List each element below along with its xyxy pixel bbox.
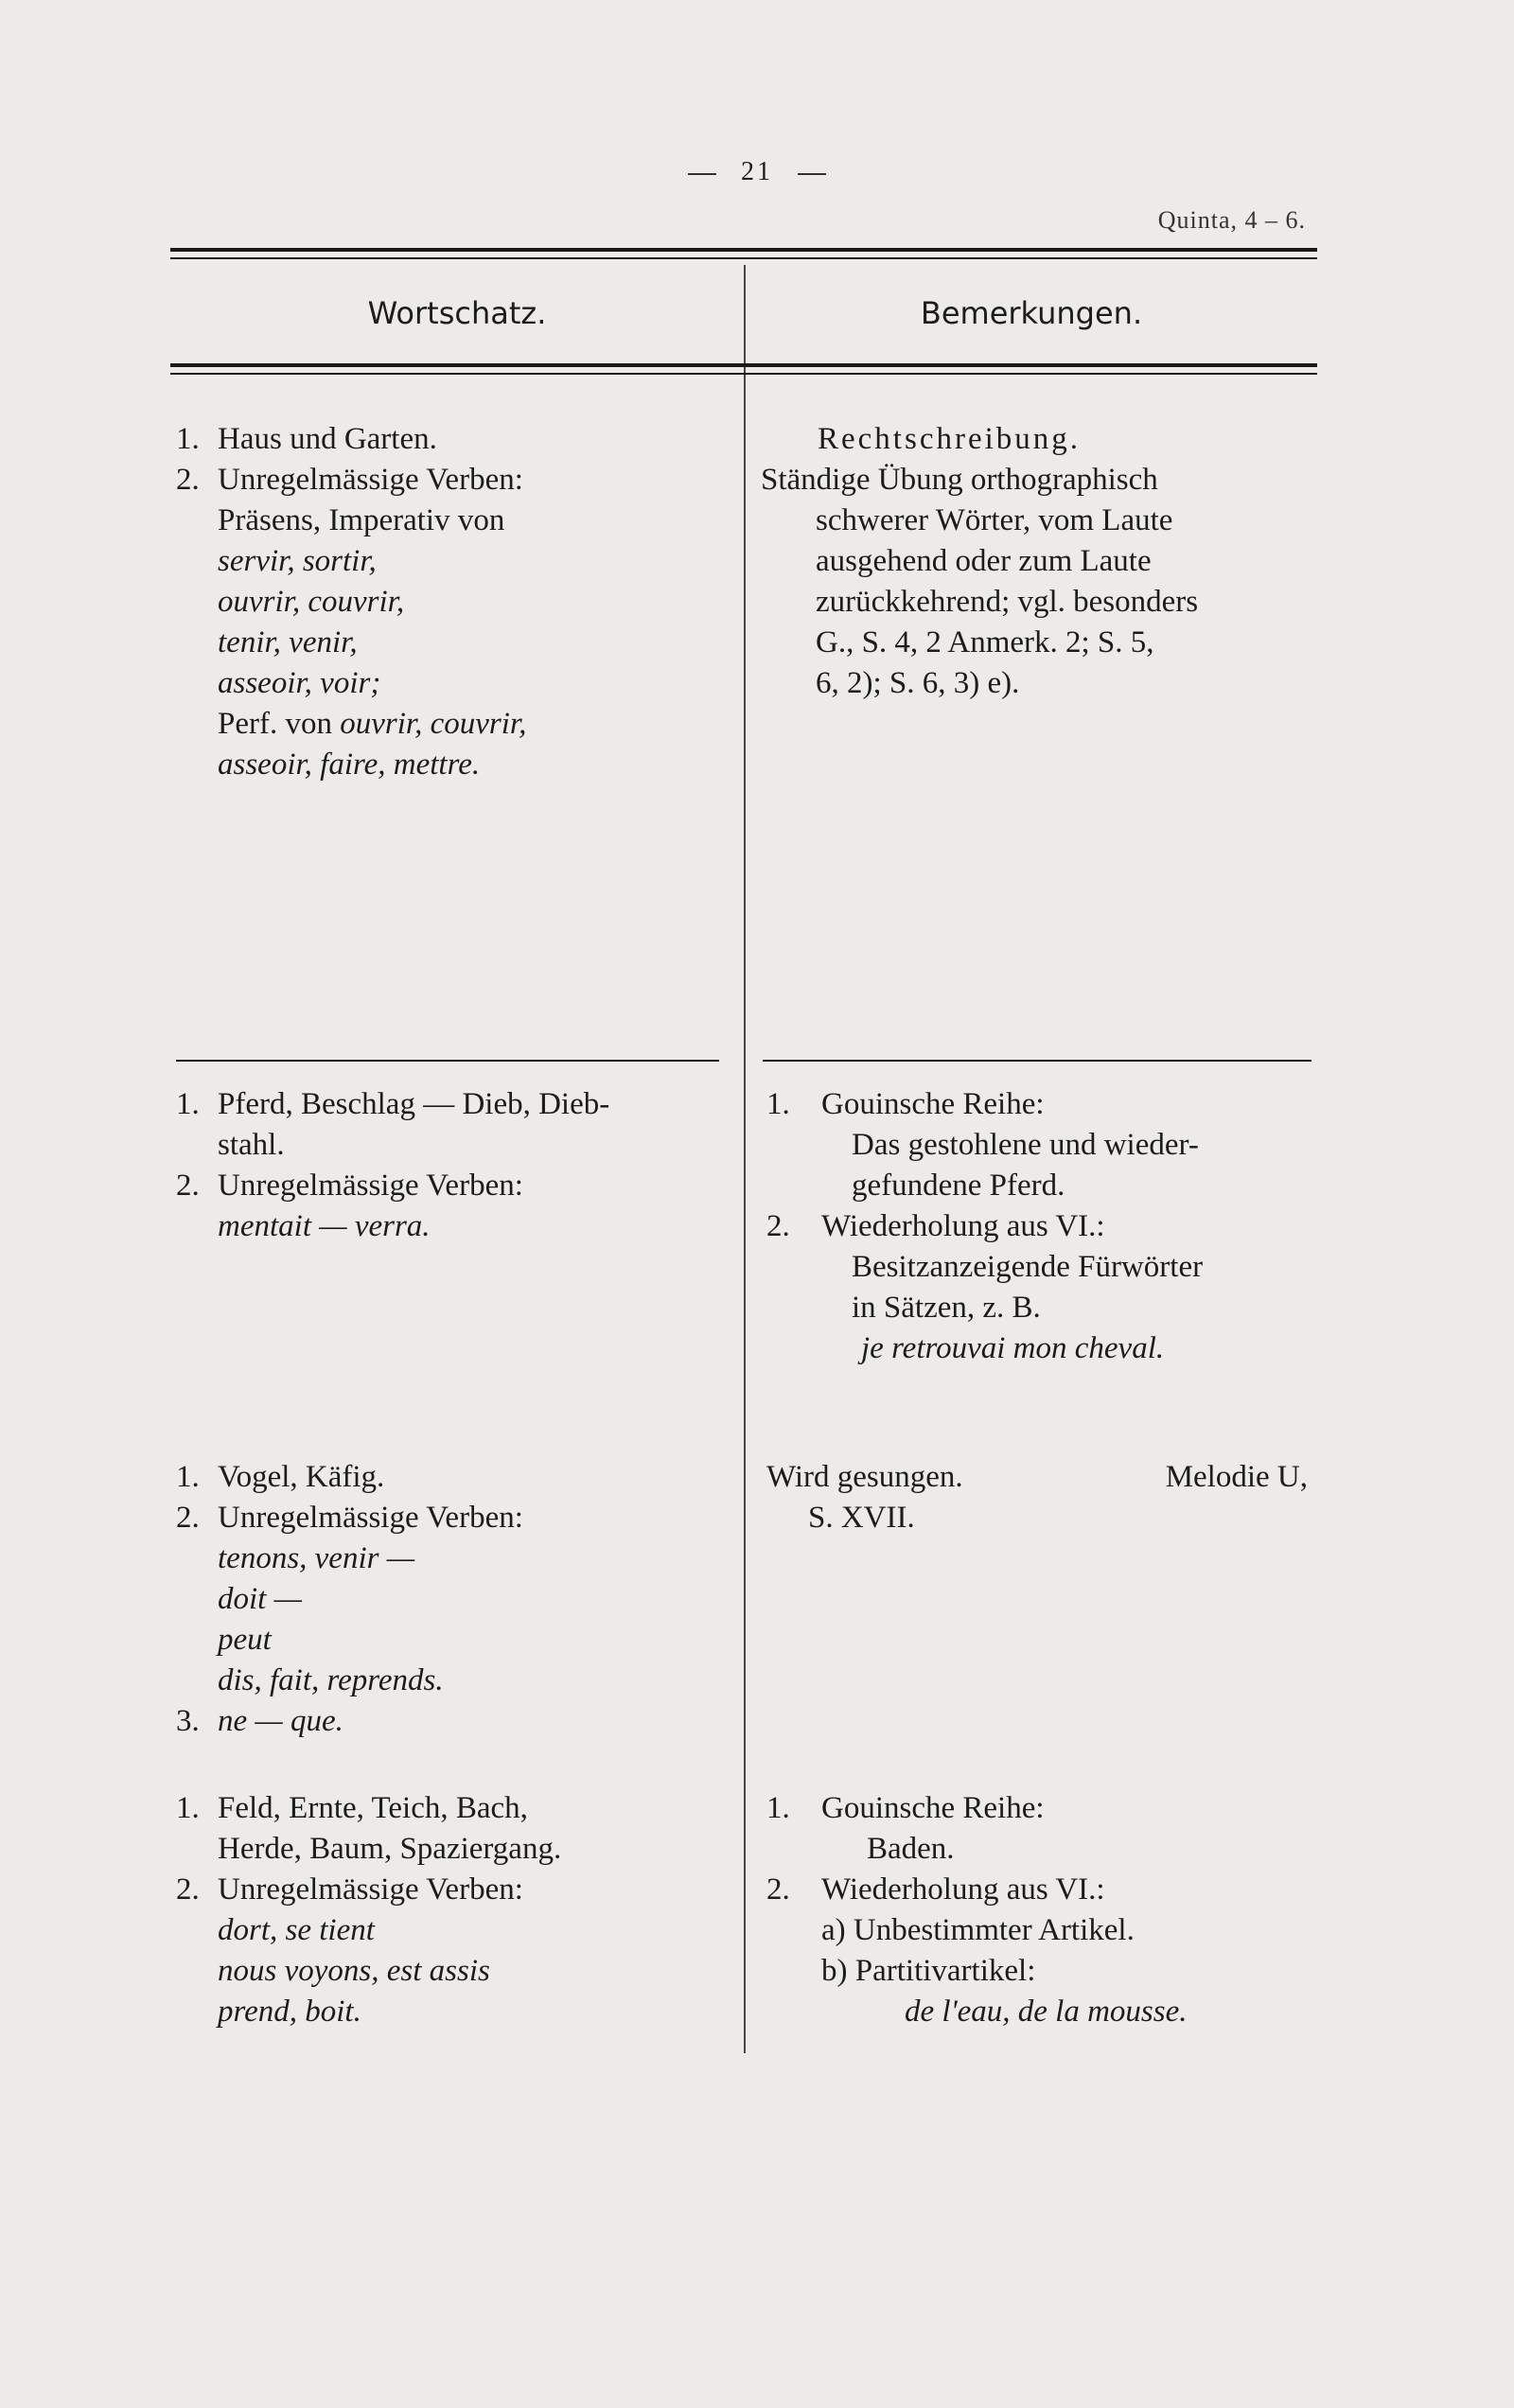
text-line: Herde, Baum, Spaziergang.	[218, 1832, 562, 1866]
text-line: je retrouvai mon cheval.	[861, 1331, 1165, 1365]
text-line: S. XVII.	[808, 1501, 915, 1535]
section-label: Quinta, 4 – 6.	[1157, 206, 1306, 234]
header-rule-thick	[170, 363, 1317, 367]
list-item: 1. Feld, Ernte, Teich, Bach,	[176, 1791, 528, 1825]
text-line: G., S. 4, 2 Anmerk. 2; S. 5,	[816, 625, 1154, 659]
text-line: a) Unbestimmter Artikel.	[821, 1913, 1135, 1947]
text-line: in Sätzen, z. B.	[852, 1291, 1041, 1325]
block3-left	[176, 1457, 725, 1742]
top-rule-thin	[170, 257, 1317, 259]
text-line: nous voyons, est assis	[218, 1954, 490, 1988]
block1-left	[176, 419, 725, 785]
list-item: 1. Gouinsche Reihe:	[766, 1087, 1045, 1121]
text-line: Ständige Übung orthographisch	[761, 463, 1158, 497]
page-number-dash-left	[688, 173, 716, 175]
text-line: tenir, venir,	[218, 625, 358, 659]
list-item: 1. Haus und Garten.	[176, 422, 437, 456]
block4-left	[176, 1788, 725, 2032]
text-line: Präsens, Imperativ von	[218, 503, 505, 537]
text-line: gefundene Pferd.	[852, 1169, 1065, 1203]
page-number: 21	[0, 157, 1514, 187]
list-item: 1. Pferd, Beschlag — Dieb, Dieb-	[176, 1087, 610, 1121]
text-line: Wird gesungen. Melodie U,	[766, 1460, 1308, 1494]
column-divider	[744, 265, 746, 2053]
text-line: ouvrir, couvrir,	[218, 585, 405, 619]
top-rule-thick	[170, 248, 1317, 252]
text-line: Baden.	[867, 1832, 955, 1866]
text-line: b) Partitivartikel:	[821, 1954, 1036, 1988]
text-line: ausgehend oder zum Laute	[816, 544, 1152, 578]
text-line: Das gestohlene und wieder-	[852, 1128, 1199, 1162]
text-line: 6, 2); S. 6, 3) e).	[816, 666, 1020, 700]
text-line: servir, sortir,	[218, 544, 377, 578]
header-rule-thin	[170, 373, 1317, 375]
block1-right	[761, 419, 1325, 704]
header-wortschatz: Wortschatz.	[367, 295, 547, 331]
list-item: 2. Wiederholung aus VI.:	[766, 1209, 1105, 1243]
text-line: tenons, venir —	[218, 1541, 415, 1575]
list-item: 3. ne — que.	[176, 1704, 343, 1738]
block2-left	[176, 1084, 725, 1247]
text-line: Perf. von ouvrir, couvrir,	[218, 707, 527, 741]
text-line: prend, boit.	[218, 1995, 361, 2029]
separator-right	[763, 1060, 1312, 1062]
list-item: 2. Unregelmässige Verben:	[176, 1872, 523, 1907]
text-line: mentait — verra.	[218, 1209, 431, 1243]
text-line: peut	[218, 1623, 272, 1657]
list-item: 1. Vogel, Käfig.	[176, 1460, 385, 1494]
block2-right	[766, 1084, 1325, 1369]
text-line: stahl.	[218, 1128, 285, 1162]
list-item: 1. Gouinsche Reihe:	[766, 1791, 1045, 1825]
text-line: zurückkehrend; vgl. besonders	[816, 585, 1199, 619]
text-line: dis, fait, reprends.	[218, 1663, 444, 1697]
text-line: schwerer Wörter, vom Laute	[816, 503, 1173, 537]
list-item: 2. Wiederholung aus VI.:	[766, 1872, 1105, 1907]
text-line: de l'eau, de la mousse.	[905, 1995, 1188, 2029]
text-line: asseoir, voir;	[218, 666, 381, 700]
list-item: 2. Unregelmässige Verben:	[176, 1169, 523, 1203]
block4-right	[766, 1788, 1325, 2032]
text-line: Besitzanzeigende Fürwörter	[852, 1250, 1204, 1284]
block3-right	[766, 1457, 1315, 1538]
text-line: doit —	[218, 1582, 302, 1616]
subheading: Rechtschreibung.	[818, 422, 1082, 456]
list-item: 2. Unregelmässige Verben:	[176, 1501, 523, 1535]
separator-left	[176, 1060, 719, 1062]
list-item: 2. Unregelmässige Verben:	[176, 463, 523, 497]
text-line: dort, se tient	[218, 1913, 375, 1947]
text-line: asseoir, faire, mettre.	[218, 747, 481, 782]
page-number-dash-right	[798, 173, 826, 175]
header-bemerkungen: Bemerkungen.	[920, 295, 1143, 331]
